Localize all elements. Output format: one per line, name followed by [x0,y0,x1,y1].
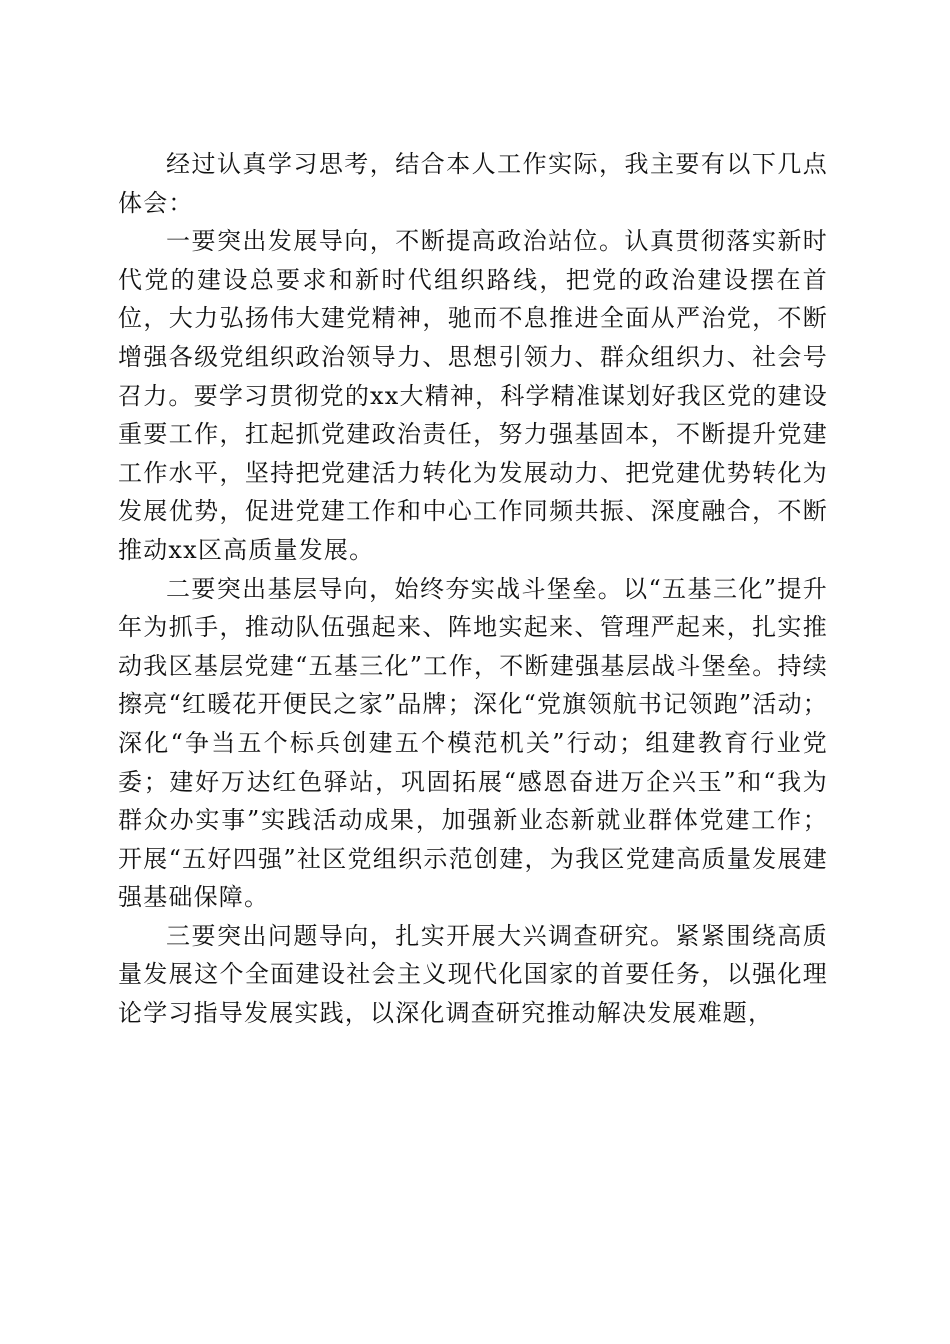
paragraph-intro: 经过认真学习思考，结合本人工作实际，我主要有以下几点体会： [118,150,828,217]
document-body [118,145,828,1033]
paragraph-point-one: 一要突出发展导向，不断提高政治站位。认真贯彻落实新时代党的建设总要求和新时代组织路线，把党的政治建设摆在首位，大力弘扬伟大建党精神，驰而不息推进全面从严治党，不断增强各级党组织政治领导力、思想引领力、群众组织力、社会号召力。要学习贯彻党的xx大精神，科学精准谋划好我区党的建设重要工作，扛起抓党建政治责任，努力强基固本，不断提升党建工作水平，坚持把党建活力转化为发展动力、把党建优势转化为发展优势，促进党建工作和中心工作同频共振、深度融合，不断推动xx区高质量发展。 [118,227,828,564]
paragraph-point-three: 三要突出问题导向，扎实开展大兴调查研究。紧紧围绕高质量发展这个全面建设社会主义现代化国家的首要任务，以强化理论学习指导发展实践，以深化调查研究推动解决发展难题， [118,921,828,1028]
paragraph-point-two: 二要突出基层导向，始终夯实战斗堡垒。以“五基三化”提升年为抓手，推动队伍强起来、阵地实起来、管理严起来，扎实推动我区基层党建“五基三化”工作，不断建强基层战斗堡垒。持续擦亮“红暖花开便民之家”品牌；深化“党旗领航书记领跑”活动；深化“争当五个标兵创建五个模范机关”行动；组建教育行业党委；建好万达红色驿站，巩固拓展“感恩奋进万企兴玉”和“我为群众办实事”实践活动成果，加强新业态新就业群体党建工作；开展“五好四强”社区党组织示范创建，为我区党建高质量发展建强基础保障。 [118,574,828,912]
